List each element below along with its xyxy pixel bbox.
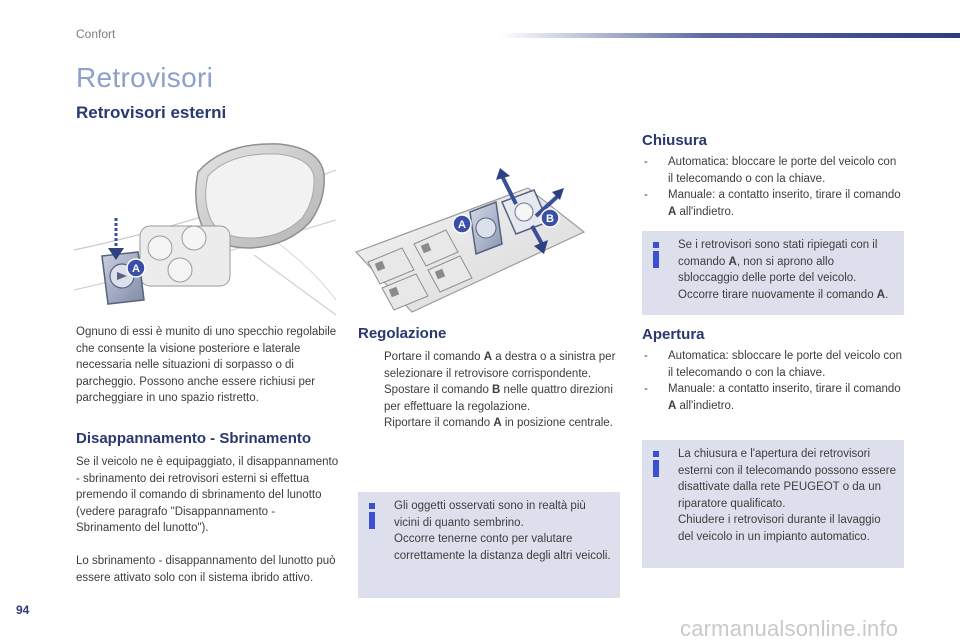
adjust-list — [360, 349, 618, 432]
section-label: Confort — [76, 27, 116, 41]
opening-note: La chiusura e l'apertura dei retrovisori esterni con il telecomando possono essere disattivate dalla rete PEUGEOT o da un riparatore qualificato. Chiudere i retrovisori durante il lavaggio del veicolo in un impianto automatico. — [678, 448, 896, 543]
defrost-heading: Disappannamento - Sbrinamento — [76, 430, 312, 447]
adjust-info-box — [358, 492, 620, 598]
opening-list — [644, 348, 904, 414]
info-icon — [652, 242, 660, 268]
intro-paragraph: Ognuno di essi è munito di uno specchio regolabile che consente la visione posteriore e laterale necessaria nelle situazioni di sorpasso o di parcheggio. Possono anche essere richiusi per parcheggiare in uno spazio ristretto. — [76, 326, 337, 404]
label-a: A — [458, 219, 466, 231]
defrost-paragraph-2: Lo sbrinamento - disappannamento del lunotto può essere attivato solo con il sistema ibrido attivo. — [76, 555, 336, 584]
dash-marker: - — [644, 350, 648, 362]
opening-heading: Apertura — [642, 326, 705, 343]
closing-heading: Chiusura — [642, 132, 708, 149]
label-b: B — [546, 213, 554, 225]
opening-info-box — [642, 440, 904, 568]
list-item: Spostare il comando B nelle quattro direzioni per effettuare la regolazione. — [384, 384, 613, 413]
page-number: 94 — [16, 603, 30, 617]
dash-marker: - — [644, 156, 648, 168]
watermark: carmanualsonline.info — [680, 616, 899, 640]
list-item: - Manuale: a contatto inserito, tirare il comando A all'indietro. — [644, 189, 901, 218]
list-item: - Manuale: a contatto inserito, tirare il comando A all'indietro. — [644, 383, 901, 412]
section-subtitle: Retrovisori esterni — [76, 103, 227, 122]
adjust-heading: Regolazione — [358, 325, 447, 342]
mirror-illustration — [74, 130, 338, 320]
dash-marker: - — [644, 189, 648, 201]
list-item: Portare il comando A a destra o a sinistra per selezionare il retrovisore corrispondente. — [384, 351, 616, 380]
defrost-paragraph-1: Se il veicolo ne è equipaggiato, il disappannamento - sbrinamento dei retrovisori esterni si effettua premendo il comando di sbrinamento del lunotto (vedere paragrafo "Disappannamento - Sbrinamento del lunotto"). — [76, 456, 339, 534]
closing-list — [644, 154, 904, 220]
info-icon — [368, 503, 376, 529]
list-item: Riportare il comando A in posizione centrale. — [384, 417, 613, 429]
closing-note: Se i retrovisori sono stati ripiegati con il comando A, non si aprono allo sbloccaggio delle porte del veicolo. Occorre tirare nuovamente il comando A. — [678, 239, 889, 301]
page-title: Retrovisori — [76, 62, 214, 93]
dash-marker: - — [644, 383, 648, 395]
list-item: - Automatica: sbloccare le porte del veicolo con il telecomando o con la chiave. — [644, 350, 902, 379]
header-bar — [500, 33, 960, 38]
adjust-note: Gli oggetti osservati sono in realtà più vicini di quanto sembrino. Occorre tenerne conto per valutare correttamente la distanza degli altri veicoli. — [394, 500, 611, 562]
closing-info-box — [642, 231, 904, 315]
control-illustration — [352, 162, 592, 320]
list-item: - Automatica: bloccare le porte del veicolo con il telecomando o con la chiave. — [644, 156, 897, 185]
info-icon — [652, 451, 660, 477]
label-a: A — [132, 263, 140, 275]
